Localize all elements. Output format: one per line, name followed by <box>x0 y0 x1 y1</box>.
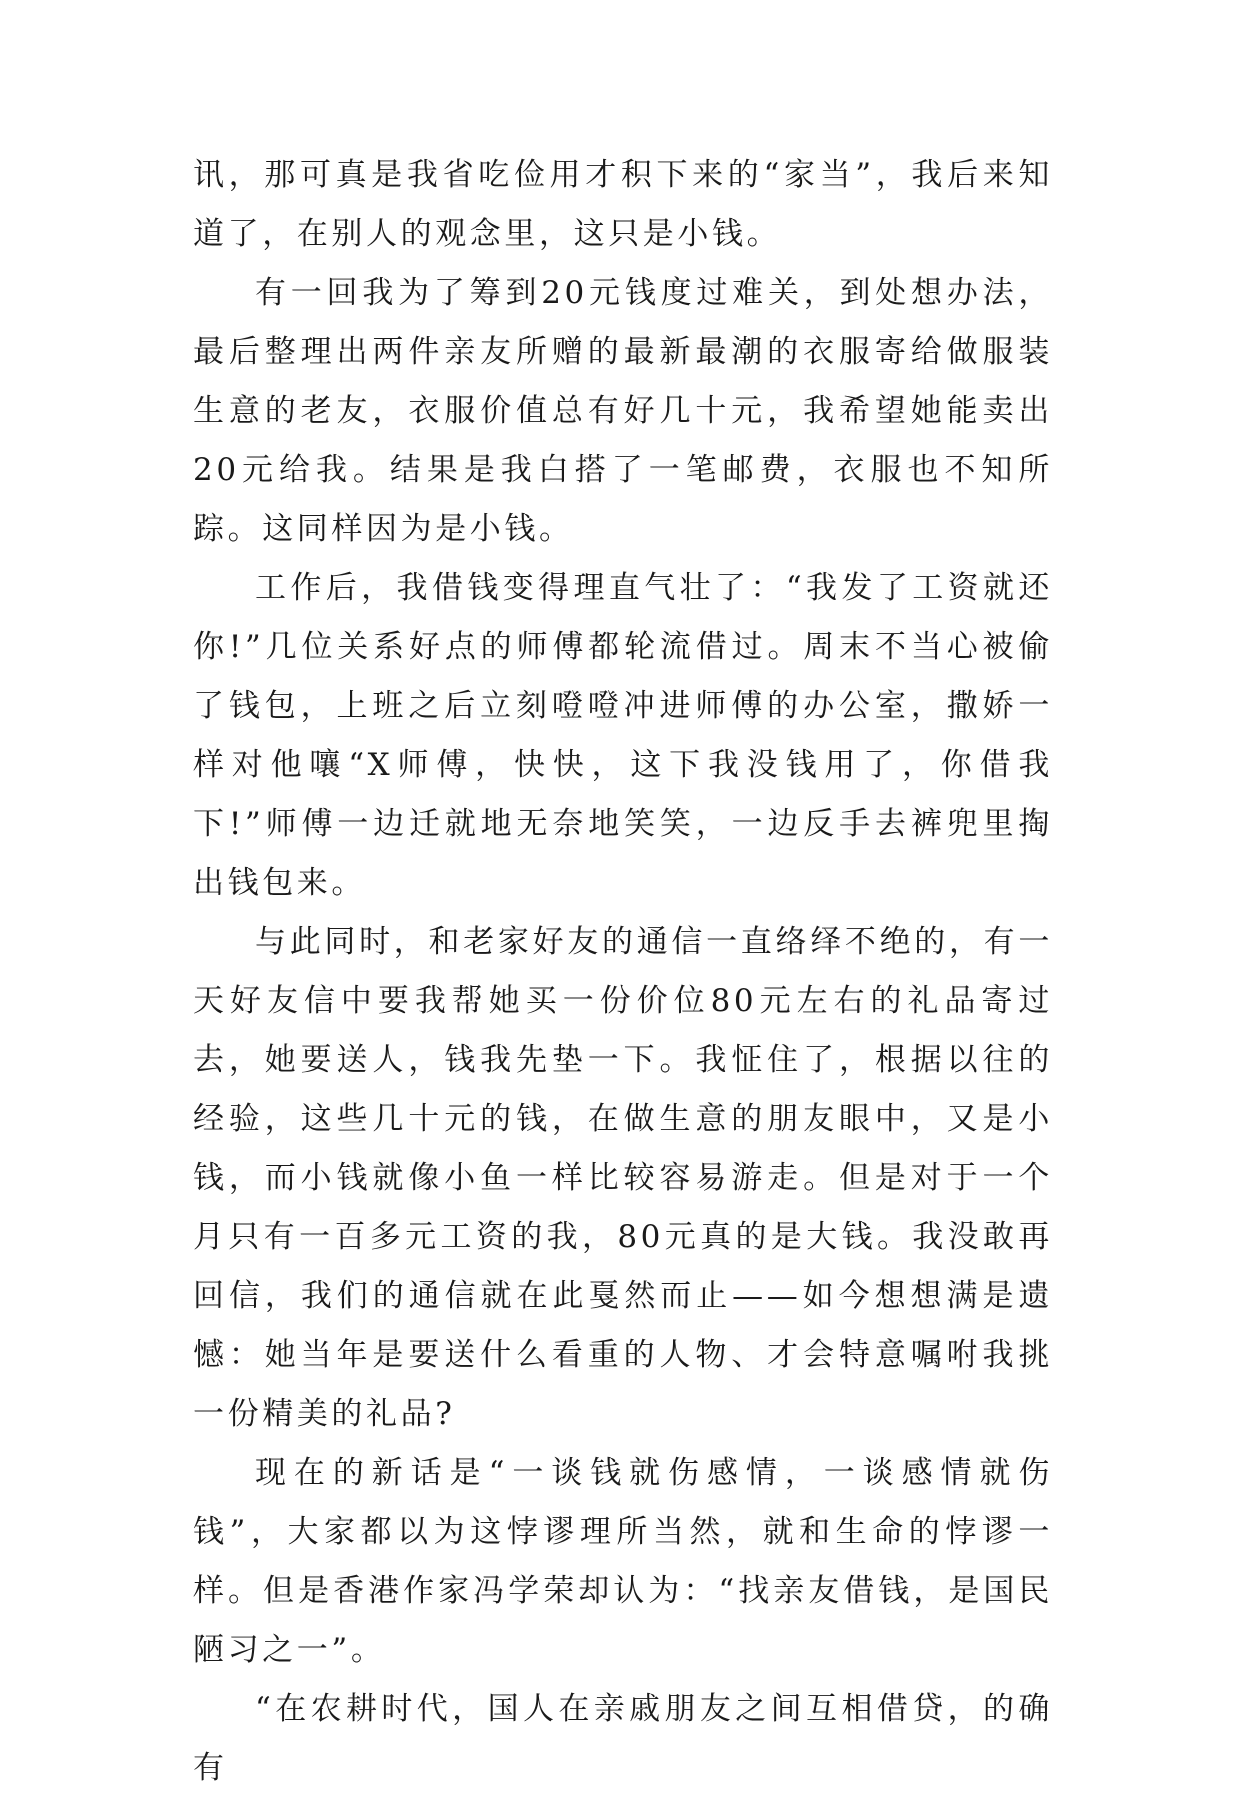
paragraph-3: 工作后，我借钱变得理直气壮了：“我发了工资就还你!”几位关系好点的师傅都轮流借过。周末不当心被偷了钱包，上班之后立刻噔噔冲进师傅的办公室，撒娇一样对他嚷“X师傅，快快，这下我没钱用了，你借我下!”师傅一边迁就地无奈地笑笑，一边反手去裤兜里掏出钱包来。 <box>193 570 1053 901</box>
document-page <box>193 146 1053 1798</box>
paragraph-4: 与此同时，和老家好友的通信一直络绎不绝的，有一天好友信中要我帮她买一份价位80元左右的礼品寄过去，她要送人，钱我先垫一下。我怔住了，根据以往的经验，这些几十元的钱，在做生意的朋友眼中，又是小钱，而小钱就像小鱼一样比较容易游走。但是对于一个月只有一百多元工资的我，80元真的是大钱。我没敢再回信，我们的通信就在此戛然而止——如今想想满是遗憾：她当年是要送什么看重的人物、才会特意嘱咐我挑一份精美的礼品? <box>193 924 1053 1432</box>
paragraph-1: 讯，那可真是我省吃俭用才积下来的“家当”，我后来知道了，在别人的观念里，这只是小钱。 <box>193 157 1053 252</box>
paragraph-6: “在农耕时代，国人在亲戚朋友之间互相借贷，的确有 <box>193 1691 1053 1786</box>
paragraph-2: 有一回我为了筹到20元钱度过难关，到处想办法，最后整理出两件亲友所赠的最新最潮的衣服寄给做服装生意的老友，衣服价值总有好几十元，我希望她能卖出20元给我。结果是我白搭了一笔邮费，衣服也不知所踪。这同样因为是小钱。 <box>193 275 1053 547</box>
paragraph-5: 现在的新话是“一谈钱就伤感情，一谈感情就伤钱”，大家都以为这悖谬理所当然，就和生命的悖谬一样。但是香港作家冯学荣却认为：“找亲友借钱，是国民陋习之一”。 <box>193 1455 1053 1668</box>
